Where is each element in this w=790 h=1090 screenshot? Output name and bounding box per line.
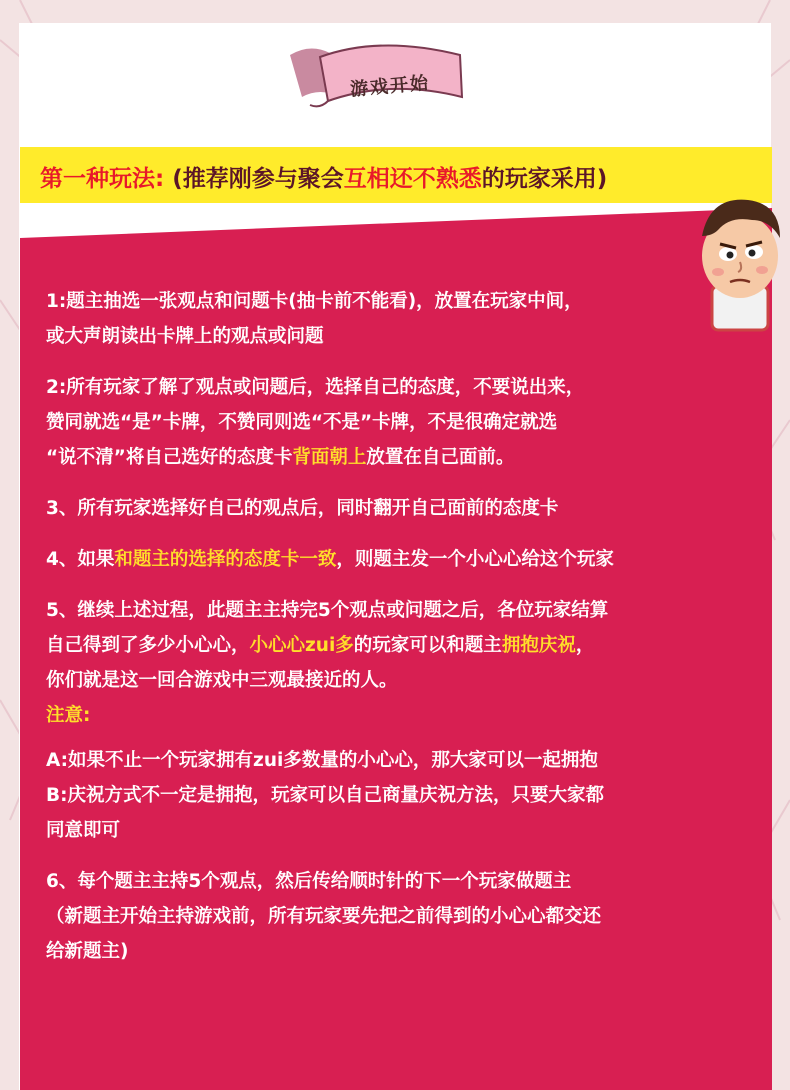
rule-5-line-2-end: ， xyxy=(575,635,595,656)
rule-2-line-3 xyxy=(46,440,776,475)
rule-5-line-2-middle: 的玩家可以和题主 xyxy=(353,635,502,656)
rule-4 xyxy=(46,542,776,577)
rule-5-line-2 xyxy=(46,628,776,663)
rule-5-highlight-1: 小心心zui多 xyxy=(249,635,354,656)
rules-content xyxy=(46,284,776,969)
rule-5-highlight-2: 拥抱庆祝 xyxy=(501,635,576,656)
rule-6-line-1: 6、每个题主主持5个观点，然后传给顺时针的下一个玩家做题主 xyxy=(46,871,572,892)
rule-2-line-3-start: “说不清”将自己选好的态度卡 xyxy=(46,447,293,468)
rule-2-line-1: 2:所有玩家了解了观点或问题后，选择自己的态度，不要说出来， xyxy=(46,377,585,398)
note-b-line-1: B:庆祝方式不一定是拥抱，玩家可以自己商量庆祝方法，只要大家都 xyxy=(46,785,605,806)
rule-2-line-3-end: 放置在自己面前。 xyxy=(366,447,515,468)
banner-title xyxy=(40,160,607,193)
rule-2-highlight: 背面朝上 xyxy=(292,447,367,468)
ribbon-label: 游戏开始 xyxy=(349,72,431,101)
rule-1-line-2: 或大声朗读出卡牌上的观点或问题 xyxy=(46,326,324,347)
rule-6-line-3: 给新题主) xyxy=(46,941,129,962)
banner-suffix: 的玩家采用) xyxy=(481,166,608,192)
rule-1-line-1: 1:题主抽选一张观点和问题卡(抽卡前不能看)，放置在玩家中间， xyxy=(46,291,583,312)
rule-6-line-2: （新题主开始主持游戏前，所有玩家要先把之前得到的小心心都交还 xyxy=(46,906,602,927)
rule-3: 3、所有玩家选择好自己的观点后，同时翻开自己面前的态度卡 xyxy=(46,498,559,519)
rule-4-start: 4、如果 xyxy=(46,549,115,570)
note-title: 注意: xyxy=(46,705,91,726)
banner-highlight: 互相还不熟悉 xyxy=(343,166,482,192)
rule-4-highlight: 和题主的选择的态度卡一致 xyxy=(114,549,337,570)
note-a: A:如果不止一个玩家拥有zui多数量的小心心，那大家可以一起拥抱 xyxy=(46,750,598,771)
rule-5-line-3: 你们就是这一回合游戏中三观最接近的人。 xyxy=(46,670,398,691)
rule-5-line-2-start: 自己得到了多少小心心， xyxy=(46,635,250,656)
rule-2-line-2: 赞同就选“是”卡牌，不赞同则选“不是”卡牌，不是很确定就选 xyxy=(46,412,558,433)
note-b-line-2: 同意即可 xyxy=(46,820,121,841)
banner-middle: (推荐刚参与聚会 xyxy=(172,166,344,192)
rule-5-line-1: 5、继续上述过程，此题主主持完5个观点或问题之后，各位玩家结算 xyxy=(46,600,609,621)
rule-4-end: ，则题主发一个小心心给这个玩家 xyxy=(336,549,614,570)
banner-prefix: 第一种玩法: xyxy=(40,166,165,192)
